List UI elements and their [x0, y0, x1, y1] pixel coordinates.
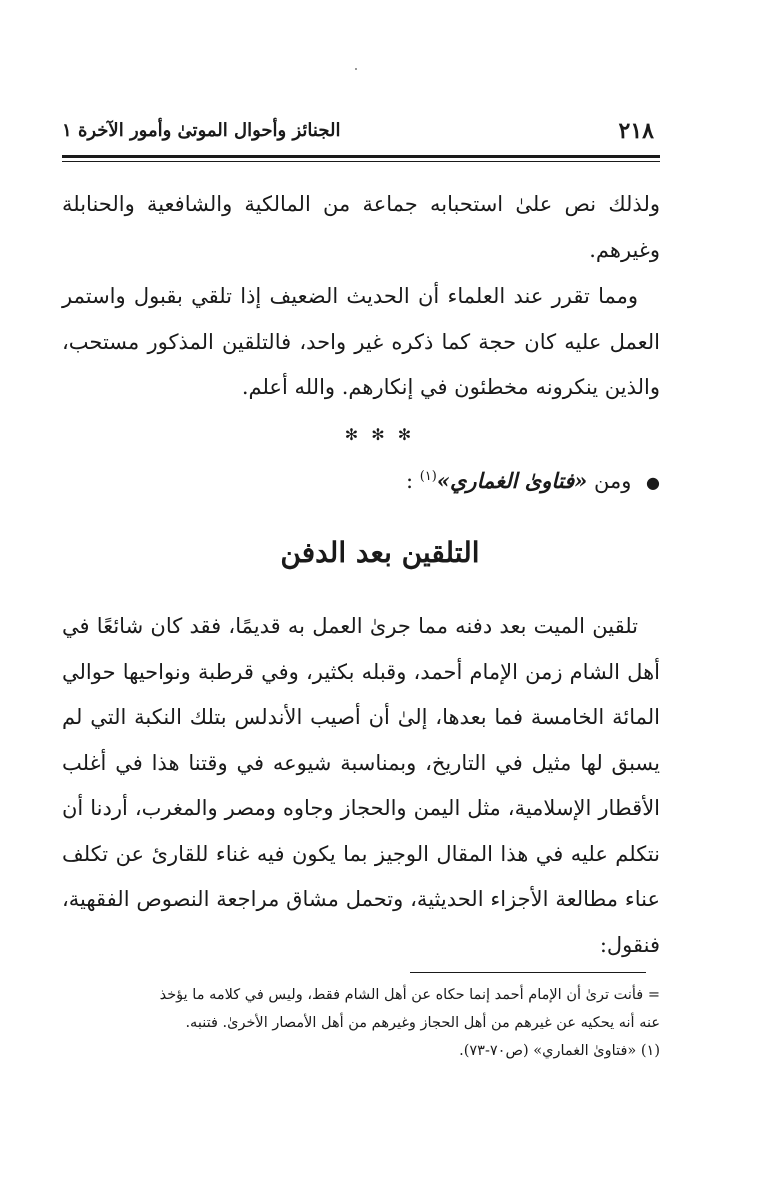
- page-number: ٢١٨: [618, 118, 654, 144]
- footnote-ref: (١): [419, 469, 437, 484]
- source-line: [406, 468, 660, 493]
- paragraph-2: ومما تقرر عند العلماء أن الحديث الضعيف إذا تلقي بقبول واستمر العمل عليه كان حجة كما ذكره غير واحد، فالتلقين المذكور مستحب، والذين ينكرونه مخطئون في إنكارهم. والله أعلم.: [62, 284, 660, 399]
- footnote-1: (١) «فتاوىٰ الغماري» (ص٧٠-٧٣).: [459, 1043, 660, 1059]
- footnote-line-1: = فأنت ترىٰ أن الإمام أحمد إنما حكاه عن أهل الشام فقط، وليس في كلامه ما يؤخذ: [159, 987, 660, 1003]
- paragraph-1: ولذلك نص علىٰ استحبابه جماعة من المالكية والشافعية والحنابلة وغيرهم.: [62, 192, 660, 262]
- paragraph-main: تلقين الميت بعد دفنه مما جرىٰ العمل به قديمًا، فقد كان شائعًا في أهل الشام زمن الإمام أحمد، وقبله بكثير، وفي قرطبة ونواحيها حوالي المائة الخامسة فما بعدها، إلىٰ أن أصيب الأندلس بتلك النكبة التي لم يسبق لها مثيل في التاريخ، وبمناسبة شيوعه في وقتنا هذا في أغلب الأقطار الإسلامية، مثل اليمن والحجاز وجاوه ومصر والمغرب، أردنا أن نتكلم عليه في هذا المقال الوجيز بما يكون فيه غناء للقارئ عن تكلف عناء مطالعة الأجزاء الحديثية، وتحمل مشاق مراجعة النصوص الفقهية، فنقول:: [62, 614, 660, 957]
- source-colon: :: [405, 469, 414, 493]
- running-title: الجنائز وأحوال الموتىٰ وأمور الآخرة ١: [62, 120, 341, 141]
- footnote-rule: [410, 972, 646, 973]
- scan-speck: [355, 68, 357, 70]
- section-separator: ✻ ✻ ✻: [344, 425, 416, 444]
- section-title: التلقين بعد الدفن: [280, 536, 480, 569]
- header-rule-thick: [62, 155, 660, 158]
- source-title: «فتاوىٰ الغماري»: [436, 468, 588, 493]
- footnote-line-2: عنه أنه يحكيه عن غيرهم من أهل الحجاز وغيرهم من أهل الأمصار الأخرىٰ. فتنبه.: [185, 1015, 660, 1031]
- page-header: [62, 112, 660, 150]
- header-rule-thin: [62, 161, 660, 162]
- bullet-icon: ●: [646, 473, 660, 492]
- source-prefix: ومن: [593, 469, 632, 493]
